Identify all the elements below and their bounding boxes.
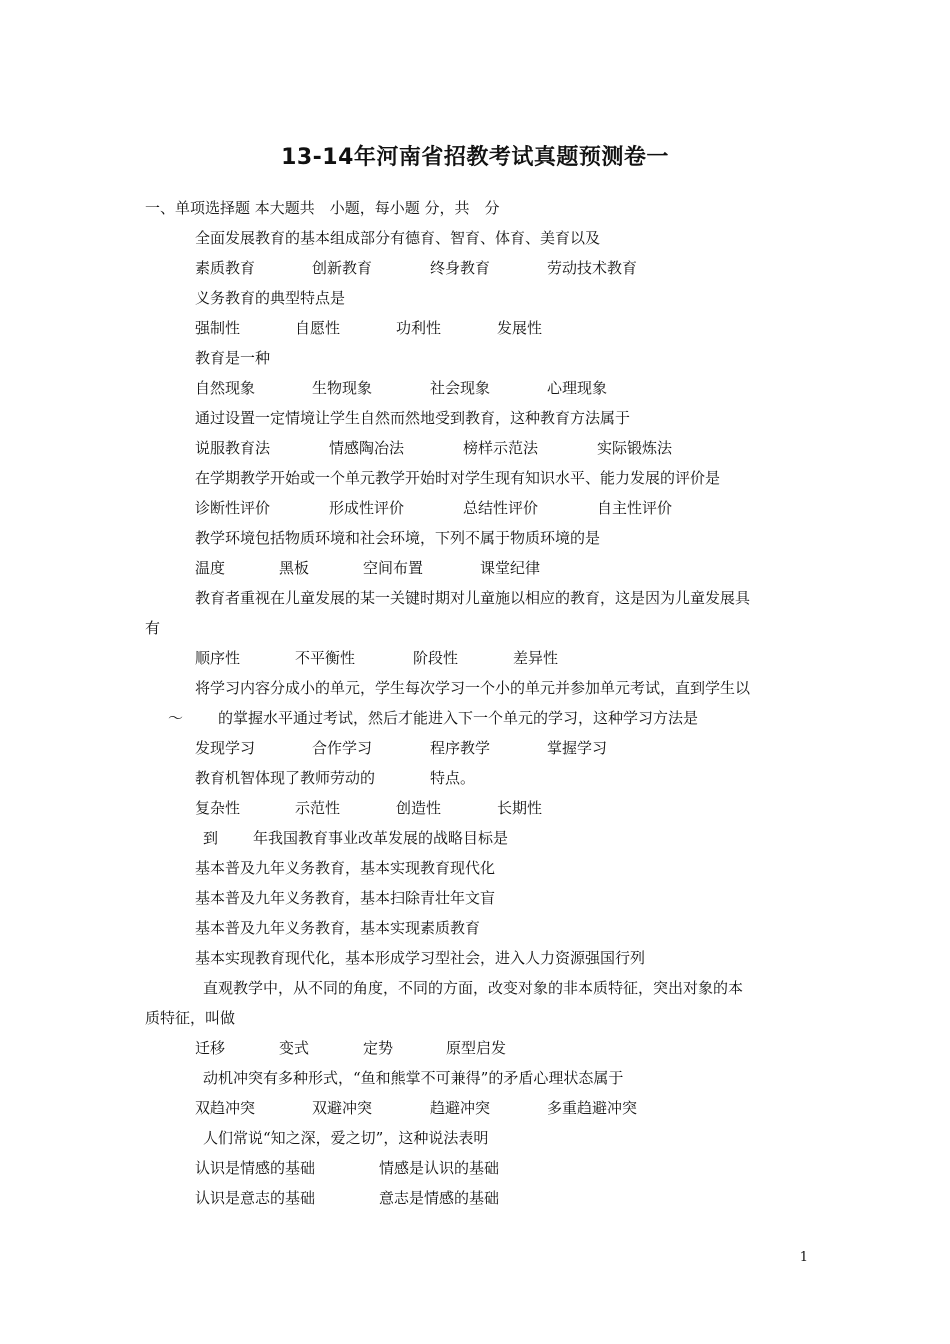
- option-row: [195, 433, 815, 463]
- option-d: 自主性评价: [597, 499, 673, 517]
- option-a: 发现学习: [195, 739, 256, 757]
- option-d: 意志是情感的基础: [379, 1189, 500, 1207]
- option-a: 顺序性: [195, 649, 241, 667]
- option-row: [195, 1033, 815, 1063]
- option-a: 温度: [195, 559, 226, 577]
- option-a: 自然现象: [195, 379, 256, 397]
- option-a: 迁移: [195, 1039, 226, 1057]
- option-b: 示范性: [295, 799, 341, 817]
- option-row: [195, 793, 815, 823]
- option-row: [195, 643, 815, 673]
- question-stem: 全面发展教育的基本组成部分有德育、智育、体育、美育以及: [195, 229, 601, 247]
- option-d: 多重趋避冲突: [547, 1099, 638, 1117]
- option-row: [195, 1093, 815, 1123]
- option-a: 复杂性: [195, 799, 241, 817]
- option-b: 生物现象: [312, 379, 373, 397]
- option-c: 创造性: [396, 799, 442, 817]
- document-title: 13-14年河南省招教考试真题预测卷一: [281, 145, 669, 170]
- question-stem-continued: 特点。: [430, 769, 476, 787]
- option-c: 定势: [363, 1039, 394, 1057]
- option-d: 心理现象: [547, 379, 608, 397]
- option-c: 功利性: [396, 319, 442, 337]
- question-stem: 直观教学中，从不同的角度，不同的方面，改变对象的非本质特征，突出对象的本: [203, 979, 744, 997]
- option-b: 变式: [279, 1039, 310, 1057]
- option-d: 劳动技术教育: [547, 259, 638, 277]
- option-a: 基本普及九年义务教育，基本实现教育现代化: [195, 859, 496, 877]
- question-stem: 通过设置一定情境让学生自然而然地受到教育，这种教育方法属于: [195, 409, 631, 427]
- option-b: 基本普及九年义务教育，基本扫除青壮年文盲: [195, 889, 496, 907]
- option-a: 双趋冲突: [195, 1099, 256, 1117]
- option-a: 素质教育: [195, 259, 256, 277]
- option-a: 说服教育法: [195, 439, 271, 457]
- option-c: 认识是意志的基础: [195, 1189, 316, 1207]
- question-stem: 教育是一种: [195, 349, 271, 367]
- question-stem: 到: [203, 829, 219, 847]
- option-b: 双避冲突: [312, 1099, 373, 1117]
- option-c: 阶段性: [413, 649, 459, 667]
- option-c: 榜样示范法: [463, 439, 539, 457]
- option-c: 总结性评价: [463, 499, 539, 517]
- option-d: 实际锻炼法: [597, 439, 673, 457]
- option-a: 认识是情感的基础: [195, 1159, 316, 1177]
- question-stem: 动机冲突有多种形式，“鱼和熊掌不可兼得”的矛盾心理状态属于: [203, 1069, 624, 1087]
- question-stem-continued: 年我国教育事业改革发展的战略目标是: [253, 829, 509, 847]
- option-c: 终身教育: [430, 259, 491, 277]
- option-b: 形成性评价: [329, 499, 405, 517]
- option-d: 长期性: [497, 799, 543, 817]
- page-number: 1: [799, 1250, 808, 1265]
- option-a: 强制性: [195, 319, 241, 337]
- option-d: 发展性: [497, 319, 543, 337]
- option-row: [195, 1183, 815, 1213]
- section-heading: 一、单项选择题 本大题共 小题，每小题 分，共 分: [145, 199, 500, 217]
- option-d: 差异性: [513, 649, 559, 667]
- option-b: 情感是认识的基础: [379, 1159, 500, 1177]
- option-d: 掌握学习: [547, 739, 608, 757]
- option-c: 程序教学: [430, 739, 491, 757]
- option-row: [195, 493, 815, 523]
- option-row: [195, 733, 815, 763]
- option-d: 原型启发: [446, 1039, 507, 1057]
- question-stem: 人们常说“知之深，爱之切”，这种说法表明: [203, 1129, 489, 1147]
- question-stem-continued: ～: [168, 709, 184, 727]
- option-d: 课堂纪律: [480, 559, 541, 577]
- question-stem: 将学习内容分成小的单元，学生每次学习一个小的单元并参加单元考试，直到学生以: [195, 679, 751, 697]
- question-stem: 教学环境包括物质环境和社会环境，下列不属于物质环境的是: [195, 529, 601, 547]
- option-d: 基本实现教育现代化，基本形成学习型社会，进入人力资源强国行列: [195, 949, 646, 967]
- option-c: 基本普及九年义务教育，基本实现素质教育: [195, 919, 481, 937]
- option-b: 不平衡性: [295, 649, 356, 667]
- option-b: 合作学习: [312, 739, 373, 757]
- option-row: [195, 1153, 815, 1183]
- option-c: 社会现象: [430, 379, 491, 397]
- question-stem-continued: 质特征，叫做: [145, 1009, 236, 1027]
- option-a: 诊断性评价: [195, 499, 271, 517]
- option-b: 情感陶冶法: [329, 439, 405, 457]
- question-stem: 义务教育的典型特点是: [195, 289, 346, 307]
- option-row: [195, 553, 815, 583]
- question-stem: 在学期教学开始或一个单元教学开始时对学生现有知识水平、能力发展的评价是: [195, 469, 721, 487]
- option-row: [195, 253, 815, 283]
- question-stem: 教育者重视在儿童发展的某一关键时期对儿童施以相应的教育，这是因为儿童发展具: [195, 589, 751, 607]
- option-row: [195, 313, 815, 343]
- question-stem-continued: 的掌握水平通过考试，然后才能进入下一个单元的学习，这种学习方法是: [218, 709, 699, 727]
- question-stem-continued: 有: [145, 619, 161, 637]
- option-c: 趋避冲突: [430, 1099, 491, 1117]
- option-b: 创新教育: [312, 259, 373, 277]
- option-c: 空间布置: [363, 559, 424, 577]
- option-b: 黑板: [279, 559, 310, 577]
- option-b: 自愿性: [295, 319, 341, 337]
- question-stem: 教育机智体现了教师劳动的: [195, 769, 376, 787]
- option-row: [195, 373, 815, 403]
